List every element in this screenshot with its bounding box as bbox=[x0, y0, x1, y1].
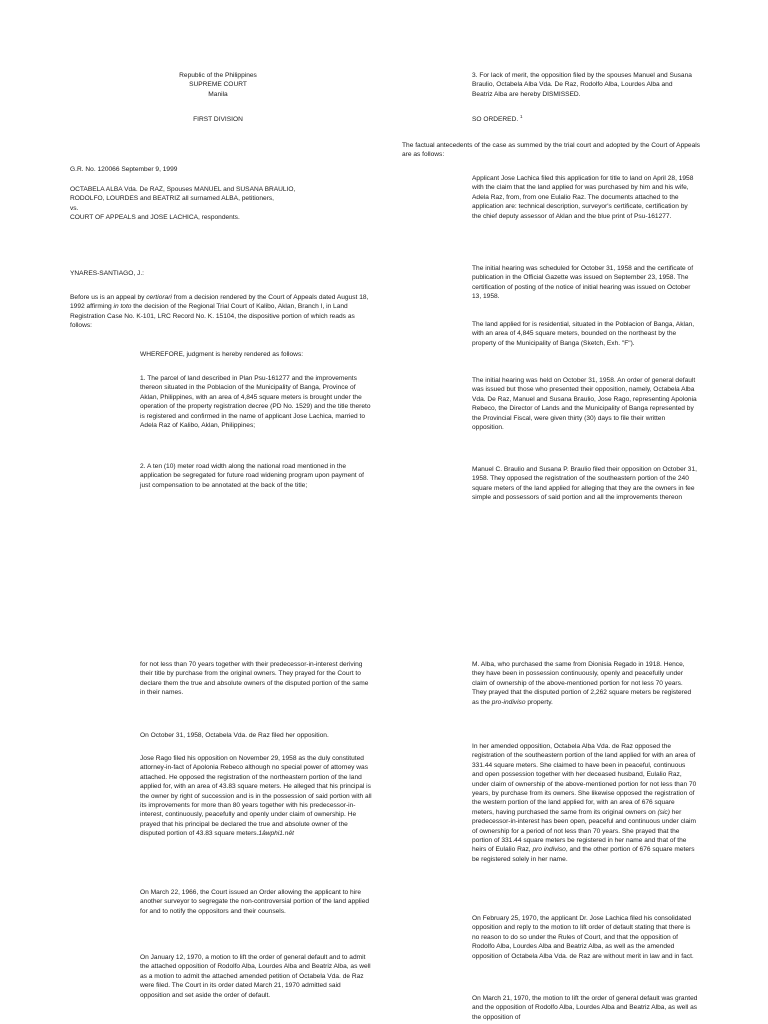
city-line: Manila bbox=[208, 90, 228, 98]
petitioners-line-2: RODOLFO, LOURDES and BEATRIZ all surnamed ALBA, petitioners, bbox=[70, 195, 274, 203]
republic-line: Republic of the Philippines bbox=[179, 72, 257, 79]
case-caption bbox=[70, 185, 390, 223]
fact-12-pro-indiviso: pro indiviso bbox=[532, 846, 566, 854]
document-page-bottom bbox=[0, 632, 768, 1024]
so-ordered-line bbox=[472, 115, 672, 124]
case-number: G.R. No. 120066 September 9, 1999 bbox=[70, 166, 178, 173]
ponente: YNARES-SANTIAGO, J.: bbox=[70, 270, 145, 277]
intro-text-in-toto: in toto bbox=[113, 303, 132, 311]
intro-text-certiorari: certiorari bbox=[146, 294, 172, 301]
dispositive-item-3: 3. For lack of merit, the opposition filed by the spouses Manuel and Susana Braulio, Octabela Alba Vda. De Raz, Rodolfo Alba, Lourdes Alba and Beatriz Alba are hereby DISMISSED. bbox=[472, 72, 692, 98]
fact-11-text-a: M. Alba, who purchased the same from Dionisia Regado in 1918. Hence, they have been in possession continuously, openly and peacefully under claim of ownership of the above-mentioned portion for not less 70 years. They prayed that the disputed portion of 2,262 square meters be registered as the bbox=[472, 661, 692, 706]
petitioners-line-1: OCTABELA ALBA Vda. De RAZ, Spouses MANUEL and SUSANA BRAULIO, bbox=[70, 186, 296, 193]
division-line: FIRST DIVISION bbox=[193, 116, 243, 123]
fact-11-text-c: property. bbox=[525, 698, 553, 706]
fact-11-pro-indiviso: pro-indiviso bbox=[491, 698, 526, 706]
fact-paragraph-9: On March 22, 1966, the Court issued an Order allowing the applicant to hire another surveyor to segregate the non-controversial portion of the land applied for and to notify the oppositors and their counsels. bbox=[140, 889, 370, 915]
fact-12-sic: (sic) bbox=[657, 808, 670, 816]
fact-paragraph-8 bbox=[140, 754, 372, 839]
wherefore-line: WHEREFORE, judgment is hereby rendered as follows: bbox=[140, 351, 304, 358]
fact-paragraph-5: Manuel C. Braulio and Susana P. Braulio filed their opposition on October 31, 1958. They opposed the registration of the southeastern portion of the 240 square meters of the land applied for alleging that they are the owners in fee simple and possessors of said portion and all the improvements thereon bbox=[472, 466, 697, 502]
fact-12-text-a: In her amended opposition, Octabela Alba Vda. de Raz opposed the registration of the southeastern portion of the land applied for with an area of 331.44 square meters. She claimed to have been in peaceful, continuous and open possession together with her deceased husband, Eulalio Raz, under claim of ownership of the above-mentioned portion for not less than 70 years, by purchase from its owners. She likewise opposed the registration of the western portion of the land applied for, with an area of 676 square meters, having purchased the same from its original owners on bbox=[472, 743, 697, 816]
dispositive-item-2: 2. A ten (10) meter road width along the national road mentioned in the application be segregated for future road widening program upon payment of just compensation to be annotated at the back of the title; bbox=[140, 463, 364, 489]
fact-paragraph-13: On February 25, 1970, the applicant Dr. Jose Lachica filed his consolidated opposition and reply to the motion to lift order of default stating that there is no reason to do so under the Rules of Court, and that the opposition of Rodolfo Alba, Lourdes Alba and Beatriz Alba, as well as the amended opposition of Octabela Alba Vda. de Raz are without merit in law and in fact. bbox=[472, 915, 694, 960]
fact-paragraph-10: On January 12, 1970, a motion to lift the order of general default and to admit the attached opposition of Rodolfo Alba, Lourdes Alba and Beatriz Alba, as well as a motion to admit the attached amended petition of Octabela Vda. de Raz were filed. The Court in its order dated March 21, 1970 admitted said opposition and set aside the order of default. bbox=[140, 954, 371, 999]
intro-text-c: from a decision rendered by the Court of Appeals dated August 18, 1992 affirming bbox=[70, 294, 369, 311]
versus-line: vs. bbox=[70, 204, 79, 212]
intro-text-a: Before us is an appeal by bbox=[70, 294, 147, 301]
intro-text-e: the decision of the Regional Trial Court of Kalibo, Aklan, Branch I, in Land Registration Case No. K-101, LRC Record No. K. 15104, the dispositive portion of which reads as follows: bbox=[70, 303, 355, 330]
fact-paragraph-6: for not less than 70 years together with their predecessor-in-interest deriving their title by purchase from the original owners. They prayed for the Court to declare them the true and absolute owners of the disputed portion of the same in their names. bbox=[140, 661, 369, 697]
court-name: SUPREME COURT bbox=[189, 81, 247, 89]
dispositive-item-1: 1. The parcel of land described in Plan Psu-161277 and the improvements thereon situated in the Poblacion of the Municipality of Banga, Province of Aklan, Philippines, with an area of 4,845 square meters is brought under the operation of the property registration decree (PD No. 1529) and the title thereto is registered and confirmed in the name of applicant Jose Lachica, married to Adela Raz of Kalibo, Aklan, Philippines; bbox=[140, 375, 371, 430]
antecedents-intro: The factual antecedents of the case as summed by the trial court and adopted by the Court of Appeals are as follows: bbox=[402, 142, 700, 159]
fact-paragraph-7: On October 31, 1958, Octabela Vda. de Raz filed her opposition. bbox=[140, 732, 329, 739]
fact-8-text: Jose Rago filed his opposition on November 29, 1958 as the duly constituted attorney-in-fact of Apolonia Rebeco although no special power of attorney was attached. He opposed the registration of the northeastern portion of the land applied for, with an area of 43.83 square meters. He alleged that his principal is the owner by right of succession and is in the possession of said portion with all its improvements for more than 80 years together with his predecessor-in-interest, continuously, peacefully and openly under claim of ownership. He prayed that his principal be declared the true and absolute owner of the disputed portion of 43.83 square meters. bbox=[140, 755, 372, 838]
fact-paragraph-11 bbox=[472, 660, 698, 707]
fact-12-text-e: , and the other portion of 676 square meters be registered solely in her name. bbox=[472, 846, 695, 863]
fact-paragraph-2: The initial hearing was scheduled for October 31, 1958 and the certificate of publication in the Official Gazette was issued on September 23, 1958. The certification of posting of the notice of initial hearing was issued on October 13, 1958. bbox=[472, 265, 694, 301]
respondents-line: COURT OF APPEALS and JOSE LACHICA, respondents. bbox=[70, 214, 240, 222]
fact-12-text-c: her predecessor-in-interest has been open, peaceful and continuous under claim of ownership for a period of not less than 70 years. She prayed that the portion of 331.44 square meters be registered in her name and that of the heirs of Eulalio Raz, bbox=[472, 808, 696, 854]
fact-paragraph-12 bbox=[472, 742, 698, 864]
fact-paragraph-14: On March 21, 1970, the motion to lift the order of general default was granted and the opposition of Rodolfo Alba, Lourdes Alba and Beatriz Alba, as well as the opposition of bbox=[472, 995, 698, 1021]
fact-paragraph-4: The initial hearing was held on October 31, 1958. An order of general default was issued but those who presented their opposition, namely, Octabela Alba Vda. De Raz, Manuel and Susana Braulio, Jose Rago, representing Apolonia Rebeco, the Director of Lands and the Municipality of Banga represented by the Provincial Fiscal, were given thirty (30) days to file their written opposition. bbox=[472, 377, 697, 432]
fact-paragraph-3: The land applied for is residential, situated in the Poblacion of Banga, Aklan, with an area of 4,845 square meters, bounded on the northeast by the property of the Municipality of Banga (Sketch, Exh. "F"). bbox=[472, 321, 695, 347]
so-ordered-text: SO ORDERED. bbox=[472, 116, 519, 123]
intro-paragraph bbox=[70, 293, 370, 331]
fact-paragraph-1: Applicant Jose Lachica filed this application for title to land on April 28, 1958 with the claim that the land applied for was purchased by him and his wife, Adela Raz, from, from one Eulalio Raz. The documents attached to the application are: technical description, surveyor's certificate, certification by the chief deputy assessor of Aklan and the blue print of Psu-161277. bbox=[472, 175, 694, 220]
footnote-ref: 1 bbox=[520, 113, 523, 119]
court-header bbox=[150, 71, 286, 99]
fact-8-watermark: 1âwphi1.nêt bbox=[258, 830, 294, 838]
